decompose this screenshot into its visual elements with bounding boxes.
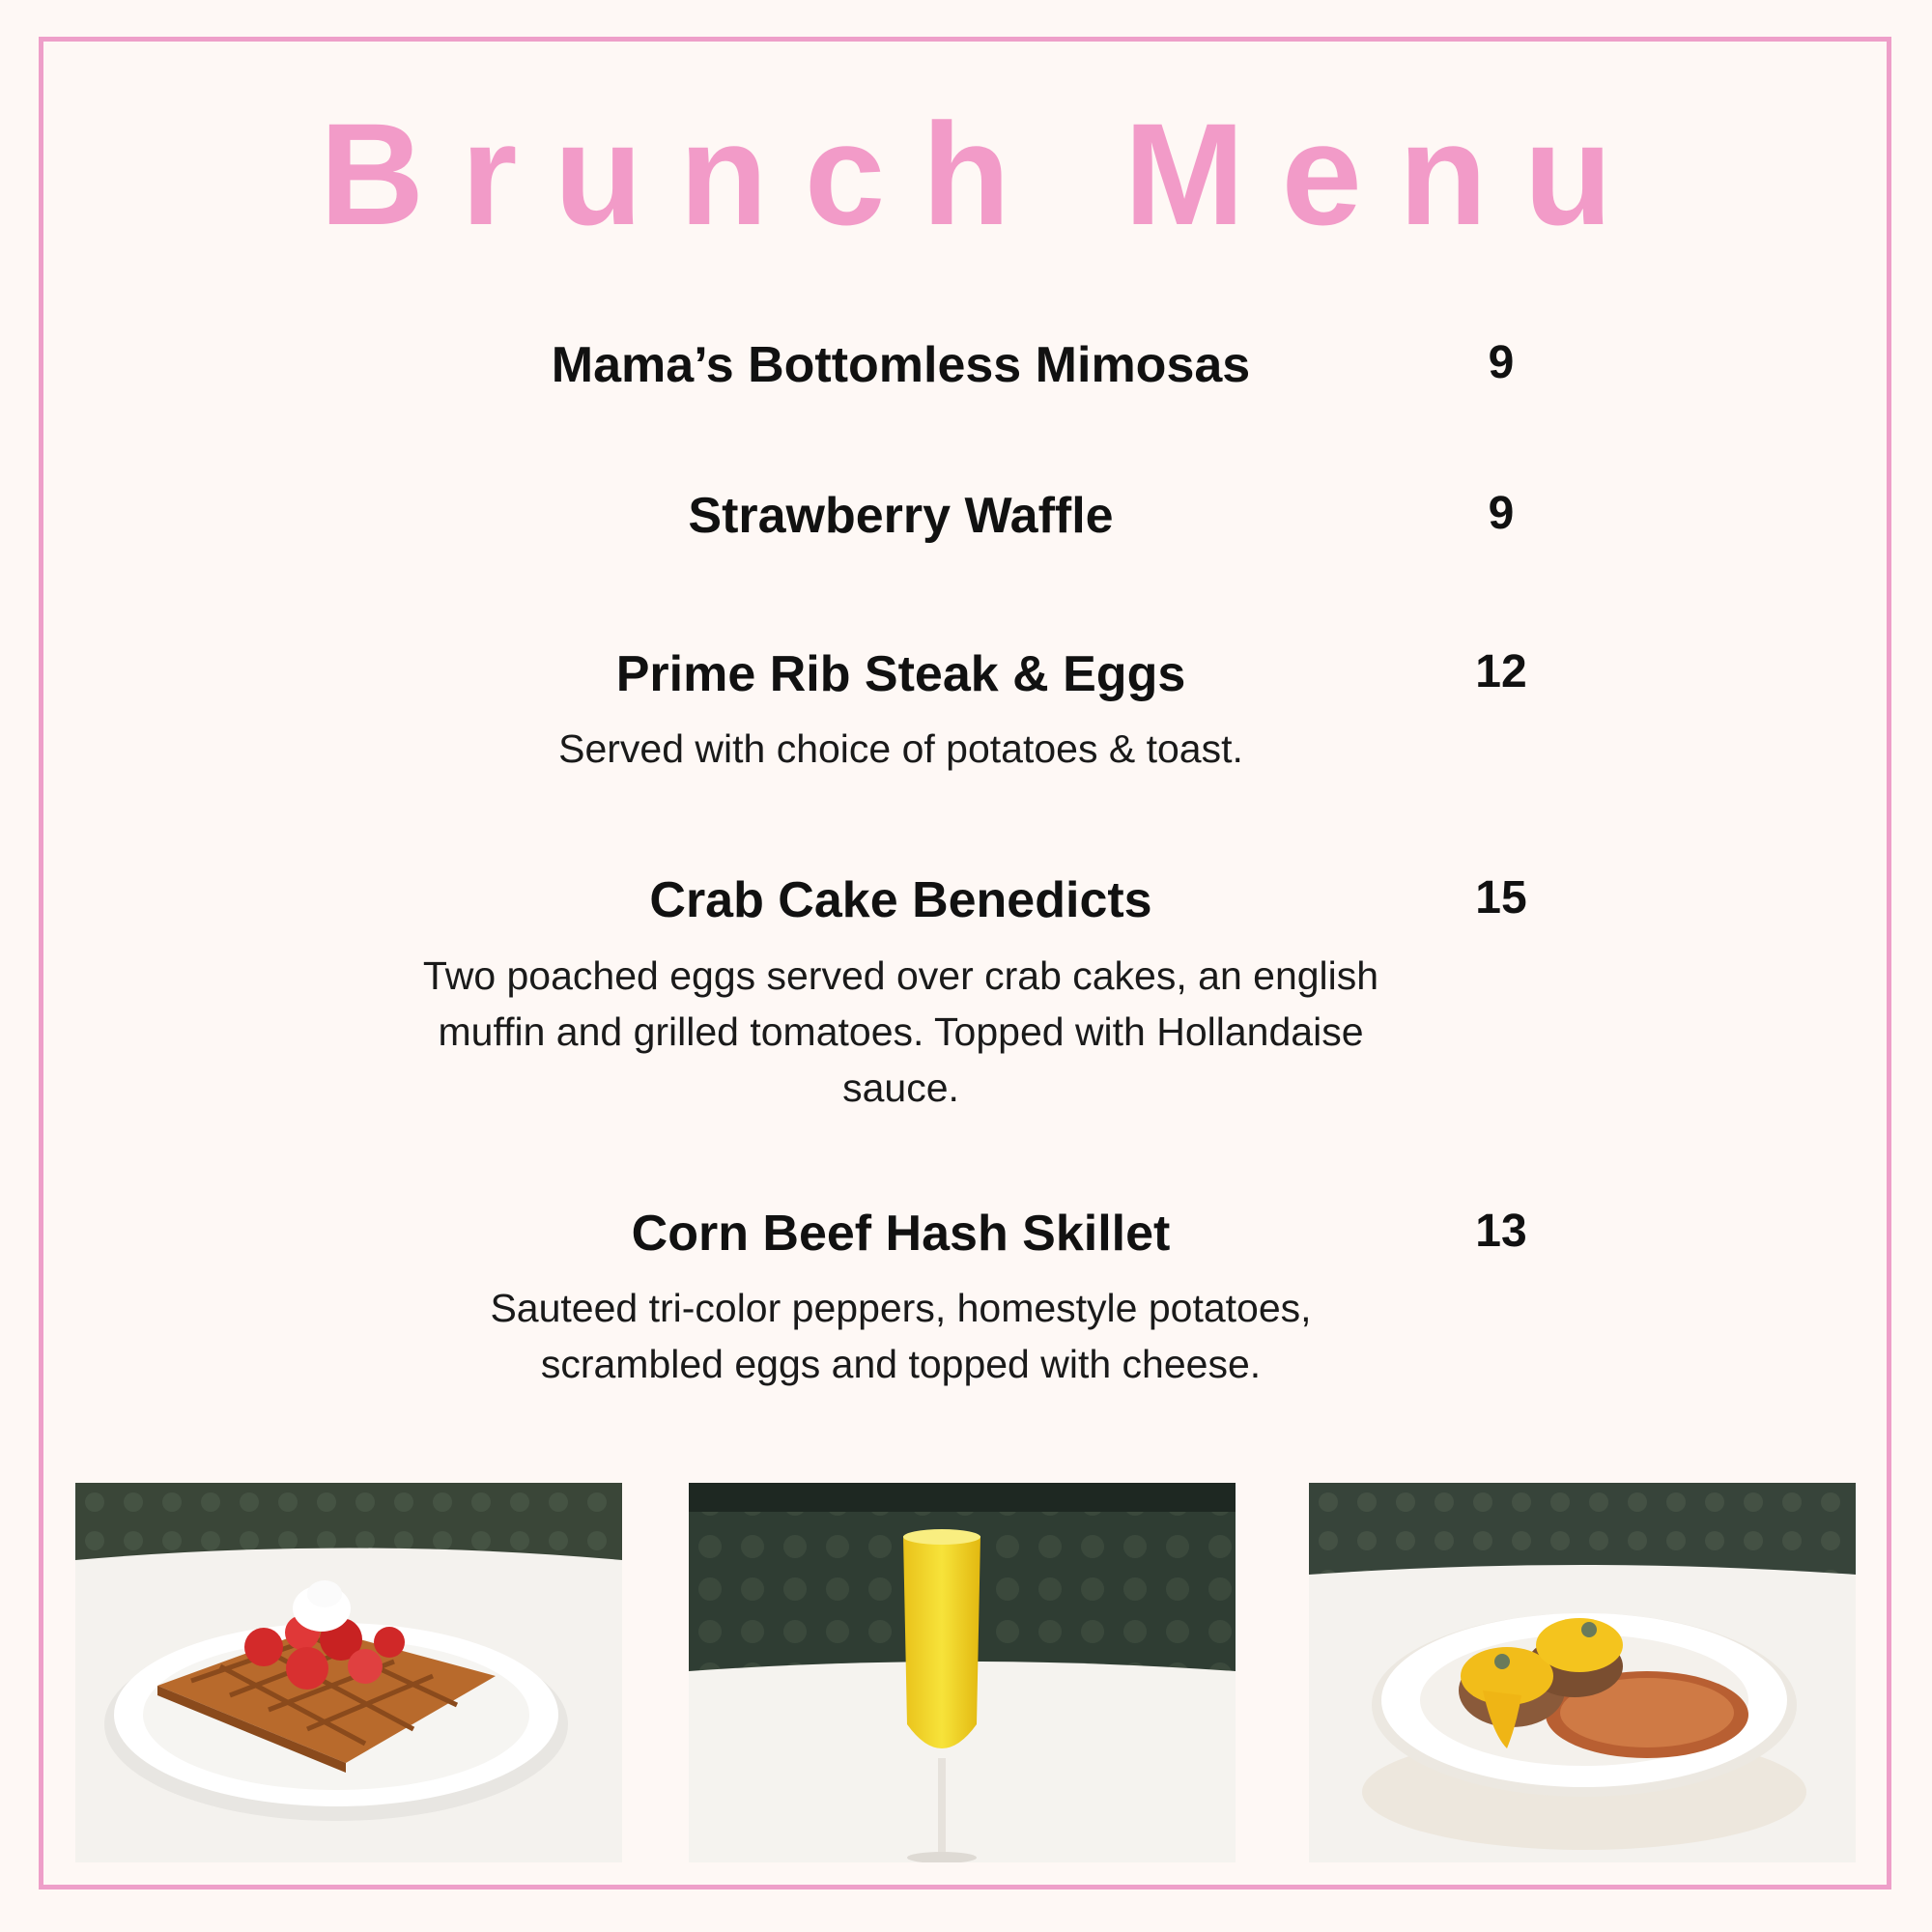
item-description: Two poached eggs served over crab cakes, an english muffin and grilled tomatoes. Topped with Hollandaise sauce. — [422, 953, 1379, 1110]
item-name: Strawberry Waffle — [688, 488, 1114, 544]
mimosa-photo — [689, 1483, 1236, 1862]
item-name: Prime Rib Steak & Eggs — [615, 646, 1186, 702]
item-price: 9 — [1488, 488, 1515, 539]
item-price: 13 — [1475, 1206, 1527, 1257]
item-price: 9 — [1488, 337, 1515, 388]
item-description: Sauteed tri-color peppers, homestyle potatoes, scrambled eggs and topped with cheese. — [490, 1286, 1312, 1386]
waffle-photo — [75, 1483, 622, 1862]
item-price: 15 — [1475, 872, 1527, 923]
item-name: Crab Cake Benedicts — [649, 872, 1152, 928]
item-price: 12 — [1475, 646, 1527, 697]
item-name: Mama’s Bottomless Mimosas — [551, 337, 1251, 393]
benedict-photo — [1309, 1483, 1856, 1862]
item-description: Served with choice of potatoes & toast. — [558, 726, 1243, 771]
menu-title: Brunch Menu — [319, 93, 1650, 255]
item-name: Corn Beef Hash Skillet — [631, 1206, 1171, 1262]
